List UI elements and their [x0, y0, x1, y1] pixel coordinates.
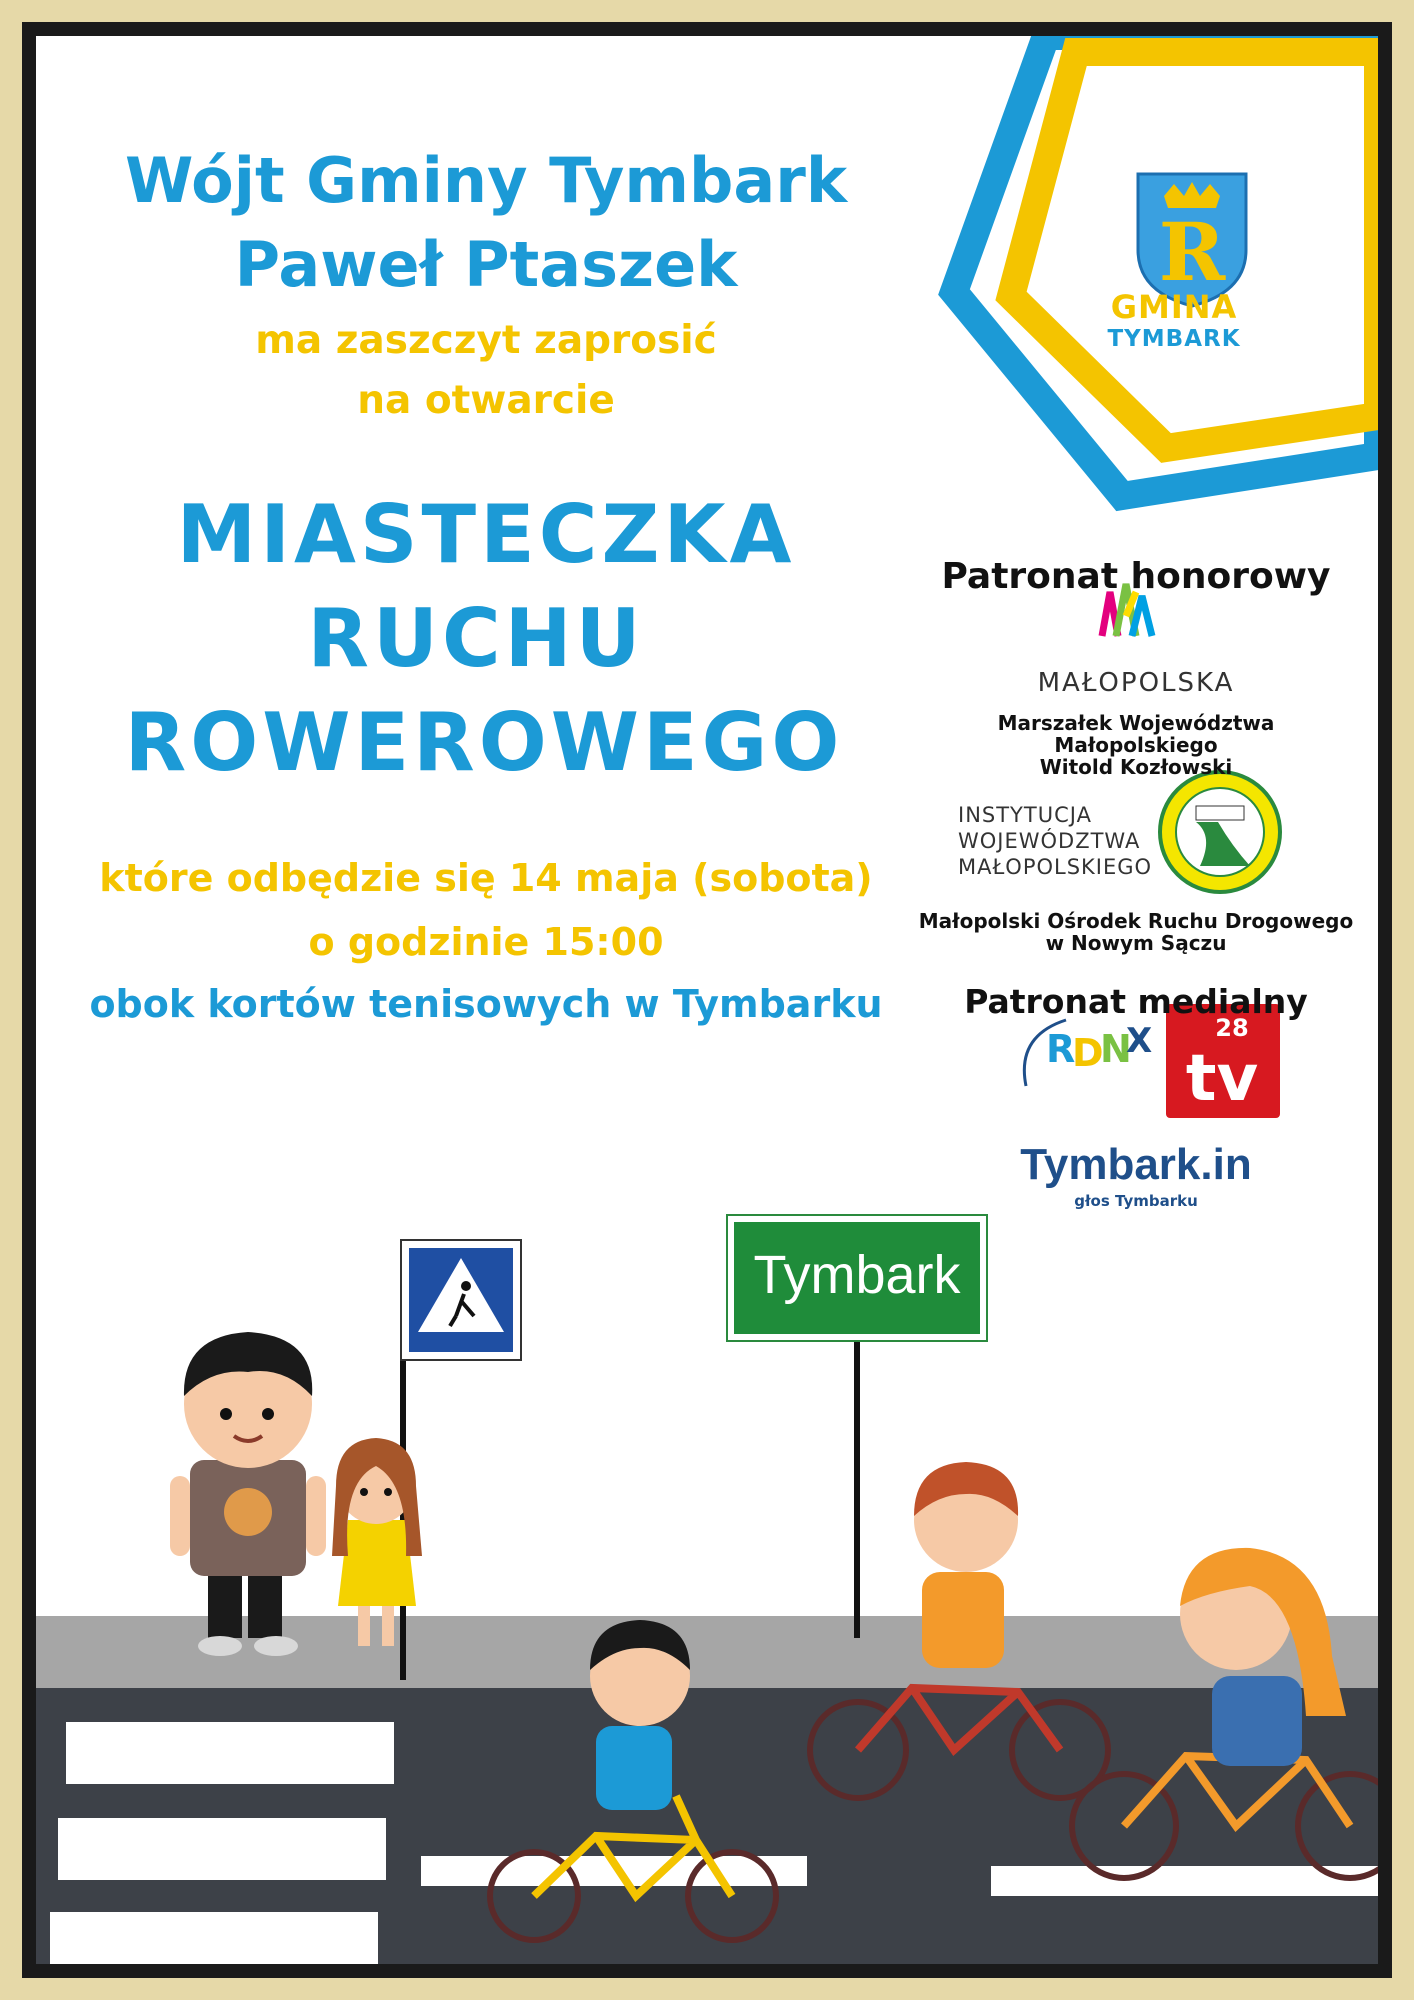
svg-text:R: R — [1046, 1027, 1076, 1071]
host-name: Paweł Ptaszek — [234, 228, 738, 301]
coat-of-arms-icon — [1138, 174, 1246, 306]
logo-tymbark: TYMBARK — [1107, 326, 1241, 352]
event-title-line-1: MIASTECZKA — [176, 488, 796, 581]
marshal-title: Marszałek Województwa Małopolskiego — [997, 711, 1275, 757]
town-sign-pole — [854, 1342, 860, 1638]
invite-line-1: ma zaszczyt zaprosić — [255, 318, 717, 363]
svg-text:D: D — [1072, 1031, 1104, 1075]
town-sign — [726, 1214, 988, 1342]
honorary-patron-heading: Patronat honorowy — [941, 556, 1331, 597]
marshal-credit — [916, 712, 1356, 778]
boy-standing-icon — [170, 1332, 326, 1656]
institution-label — [958, 802, 1152, 880]
svg-text:X: X — [1126, 1021, 1153, 1061]
crosswalk-sign-icon — [400, 1240, 521, 1680]
traffic-center-city: w Nowym Sączu — [1045, 931, 1227, 955]
svg-text:R: R — [1158, 205, 1226, 299]
mord-logo-icon — [1160, 772, 1280, 892]
logo-gmina: GMINA — [1110, 288, 1238, 326]
host-title: Wójt Gminy Tymbark — [124, 144, 848, 217]
institution-line-2: WOJEWÓDZTWA — [958, 829, 1141, 853]
event-place: obok kortów tenisowych w Tymbarku — [89, 982, 883, 1026]
malopolska-label: MAŁOPOLSKA — [1037, 668, 1235, 698]
radio-rdn-logo-icon — [1024, 1020, 1152, 1086]
event-date: które odbędzie się 14 maja (sobota) — [99, 856, 873, 900]
poster-page — [36, 36, 1378, 1964]
traffic-center-name: Małopolski Ośrodek Ruchu Drogowego — [918, 909, 1354, 933]
tymbark-in-logo: Tymbark.in — [1020, 1140, 1252, 1189]
invite-line-2: na otwarcie — [357, 378, 615, 423]
town-sign-label: Tymbark — [753, 1245, 961, 1305]
girl-standing-icon — [332, 1438, 422, 1646]
tymbark-in-tagline: głos Tymbarku — [1074, 1192, 1198, 1210]
institution-line-3: MAŁOPOLSKIEGO — [958, 855, 1153, 879]
event-time: o godzinie 15:00 — [308, 920, 664, 964]
zebra-crossing — [50, 1722, 394, 1964]
event-title-line-2: RUCHU — [307, 592, 645, 685]
svg-text:N: N — [1100, 1027, 1132, 1071]
institution-line-1: INSTYTUCJA — [958, 803, 1092, 827]
svg-text:tv: tv — [1185, 1042, 1259, 1116]
svg-text:28: 28 — [1215, 1014, 1249, 1042]
tv28-logo-icon — [1166, 1004, 1280, 1118]
marshal-name: Witold Kozłowski — [1039, 755, 1233, 779]
media-patron-heading: Patronat medialny — [964, 982, 1308, 1021]
event-title-line-3: ROWEROWEGO — [124, 696, 844, 789]
traffic-center-credit — [916, 910, 1356, 954]
